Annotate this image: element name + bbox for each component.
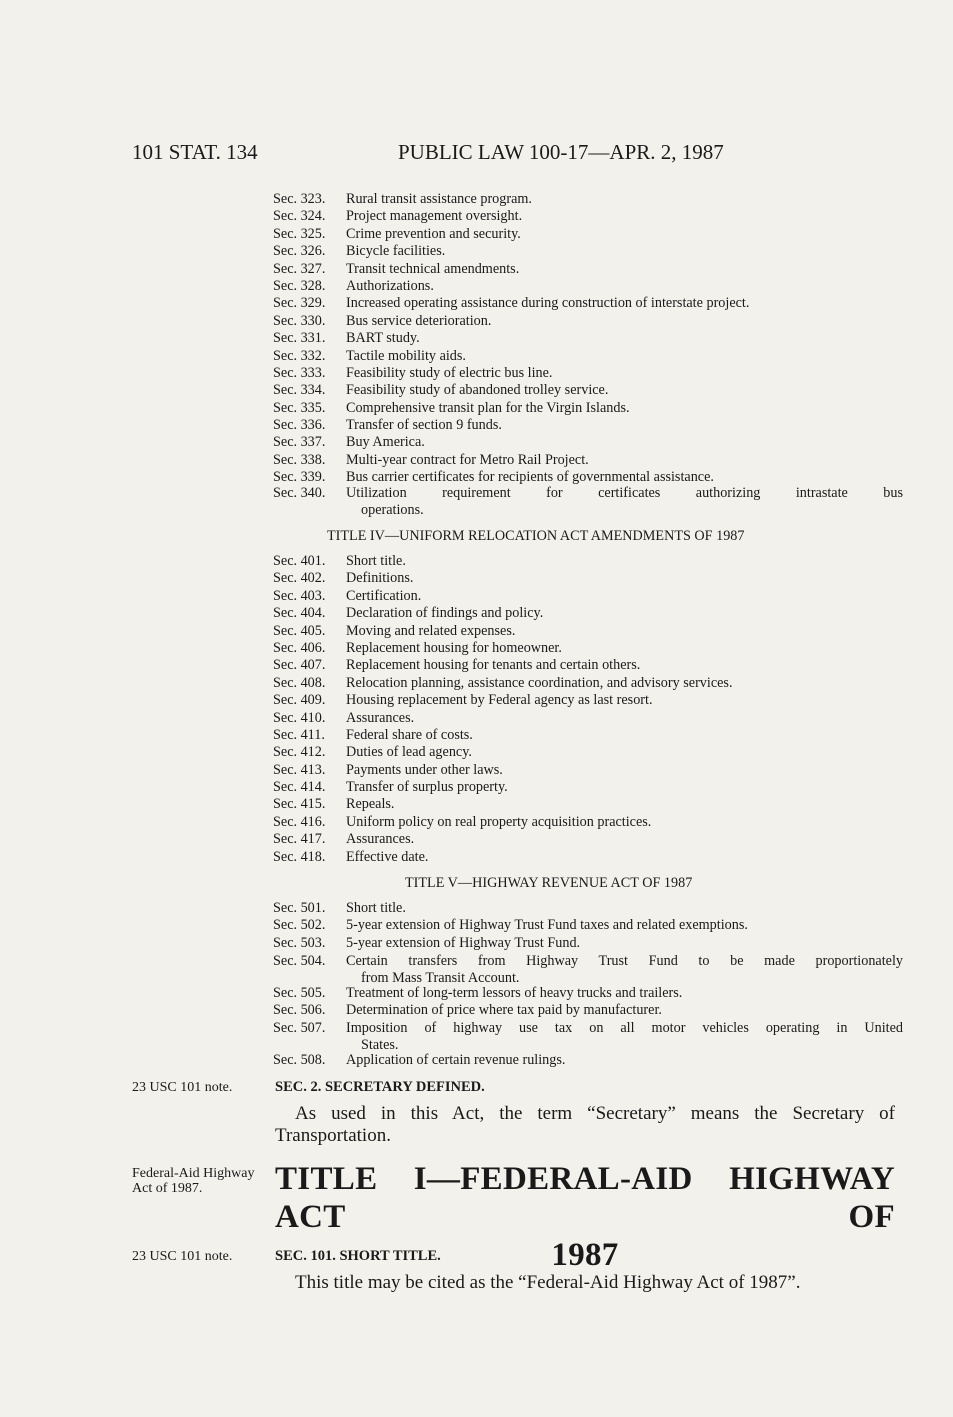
toc-sec-number: Sec. 403. — [273, 587, 326, 604]
toc-sec-number: Sec. 404. — [273, 605, 326, 622]
toc-entry — [273, 208, 903, 225]
toc-sec-title: Project management oversight. — [346, 208, 523, 225]
toc-sec-number: Sec. 333. — [273, 364, 326, 381]
toc-sec-number: Sec. 325. — [273, 225, 326, 242]
toc-sec-title: Authorizations. — [346, 277, 434, 294]
toc-sec-number: Sec. 339. — [273, 469, 326, 486]
toc-entry — [273, 917, 903, 934]
toc-sec-508 — [273, 1052, 903, 1069]
toc-entry — [273, 417, 903, 434]
toc-title-iv — [273, 553, 903, 866]
toc-sec-507 — [273, 1020, 903, 1055]
sec101-margin-note: 23 USC 101 note. — [132, 1249, 233, 1264]
toc-sec-title: Moving and related expenses. — [346, 622, 516, 639]
toc-sec-number: Sec. 412. — [273, 744, 326, 761]
toc-title-v-part1 — [273, 900, 903, 952]
toc-sec-title: BART study. — [346, 330, 420, 347]
toc-entry — [273, 485, 903, 520]
toc-sec-number: Sec. 410. — [273, 709, 326, 726]
toc-sec-title: Housing replacement by Federal agency as last resort. — [346, 692, 653, 709]
toc-sec-title: Feasibility study of electric bus line. — [346, 364, 553, 381]
toc-sec-number: Sec. 418. — [273, 848, 326, 865]
toc-sec-number: Sec. 329. — [273, 295, 326, 312]
toc-entry — [273, 588, 903, 605]
toc-sec-number: Sec. 506. — [273, 1002, 326, 1019]
toc-sec-number: Sec. 414. — [273, 779, 326, 796]
toc-sec-title: Comprehensive transit plan for the Virgin Islands. — [346, 399, 630, 416]
toc-sec-title: 5-year extension of Highway Trust Fund. — [346, 934, 581, 951]
toc-sec-number: Sec. 502. — [273, 917, 326, 934]
toc-sec-title: Assurances. — [346, 709, 415, 726]
toc-entry — [273, 434, 903, 451]
sec2-heading: SEC. 2. SECRETARY DEFINED. — [275, 1079, 485, 1095]
toc-sec-title: Determination of price where tax paid by manufacturer. — [346, 1002, 662, 1019]
toc-entry — [273, 605, 903, 622]
toc-sec-504 — [273, 953, 903, 988]
toc-entry — [273, 553, 903, 570]
toc-sec-title: Transit technical amendments. — [346, 260, 520, 277]
toc-sec-title: Treatment of long-term lessors of heavy trucks and trailers. — [346, 985, 683, 1001]
toc-entry — [273, 762, 903, 779]
toc-sec-number: Sec. 416. — [273, 813, 326, 830]
toc-sec-title: Bus service deterioration. — [346, 312, 492, 329]
title-i-heading-line2: 1987 — [551, 1237, 619, 1273]
toc-sec-title-line1: Certain transfers from Highway Trust Fund to be made proportionately — [346, 953, 903, 969]
toc-sec-number: Sec. 503. — [273, 934, 326, 951]
toc-entry — [273, 985, 903, 1002]
toc-sec-number: Sec. 415. — [273, 796, 326, 813]
toc-entry — [273, 382, 903, 399]
toc-entry — [273, 330, 903, 347]
toc-sec-title: Payments under other laws. — [346, 761, 503, 778]
title-i-heading-line1: TITLE I—FEDERAL-AID HIGHWAY ACT OF — [275, 1161, 895, 1235]
toc-sec-number: Sec. 405. — [273, 622, 326, 639]
toc-sec-title-line2: from Mass Transit Account. — [361, 970, 520, 987]
toc-sec-title: Transfer of section 9 funds. — [346, 417, 502, 434]
toc-entry — [273, 1002, 903, 1019]
toc-sec-number: Sec. 505. — [273, 985, 326, 1001]
toc-entry — [273, 191, 903, 208]
toc-sec-title: Tactile mobility aids. — [346, 347, 466, 364]
toc-entry — [273, 295, 903, 312]
toc-entry — [273, 261, 903, 278]
toc-sec-title: Increased operating assistance during construction of interstate project. — [346, 295, 750, 312]
toc-sec-number: Sec. 332. — [273, 347, 326, 364]
toc-sec-number: Sec. 338. — [273, 451, 326, 468]
toc-entry — [273, 640, 903, 657]
toc-entry — [273, 796, 903, 813]
toc-sec-title: Repeals. — [346, 796, 395, 813]
toc-entry — [273, 814, 903, 831]
toc-sec-number: Sec. 326. — [273, 243, 326, 260]
toc-sec-number: Sec. 335. — [273, 399, 326, 416]
toc-sec-title-line2: States. — [361, 1037, 399, 1054]
toc-entry — [273, 313, 903, 330]
toc-entry — [273, 849, 903, 866]
sec2-body: As used in this Act, the term “Secretary” means the Secretary of Transportation. — [275, 1103, 895, 1146]
toc-sec-number: Sec. 331. — [273, 330, 326, 347]
title1-margin-note: Federal-Aid Highway Act of 1987. — [132, 1166, 255, 1196]
toc-sec-title: Certification. — [346, 587, 422, 604]
toc-sec-title: Federal share of costs. — [346, 726, 473, 743]
toc-sec-number: Sec. 407. — [273, 657, 326, 674]
title-iv-heading: TITLE IV—UNIFORM RELOCATION ACT AMENDMENTS OF 1987 — [327, 528, 745, 544]
toc-sec-title: Short title. — [346, 553, 406, 569]
toc-sec-number: Sec. 413. — [273, 761, 326, 778]
toc-sec-title-line1: Imposition of highway use tax on all motor vehicles operating in United — [346, 1020, 903, 1036]
toc-sec-title: Declaration of findings and policy. — [346, 605, 544, 622]
sec101-body: This title may be cited as the “Federal-Aid Highway Act of 1987”. — [295, 1272, 801, 1293]
toc-entry — [273, 675, 903, 692]
toc-sec-number: Sec. 330. — [273, 312, 326, 329]
toc-sec-title: Short title. — [346, 900, 406, 916]
stat-page-number: 101 STAT. 134 — [132, 140, 258, 164]
toc-entry — [273, 348, 903, 365]
toc-entry — [273, 953, 903, 988]
toc-sec-title: Relocation planning, assistance coordination, and advisory services. — [346, 674, 733, 691]
toc-entry — [273, 623, 903, 640]
toc-entry — [273, 900, 903, 917]
toc-sec-title: Transfer of surplus property. — [346, 779, 508, 796]
toc-sec-title: Replacement housing for tenants and certain others. — [346, 657, 641, 674]
toc-entry — [273, 243, 903, 260]
toc-entry — [273, 831, 903, 848]
toc-sec-number: Sec. 417. — [273, 831, 326, 848]
toc-sec-number: Sec. 402. — [273, 570, 326, 587]
toc-entry — [273, 1020, 903, 1055]
toc-sec-title: Bus carrier certificates for recipients of governmental assistance. — [346, 469, 714, 486]
toc-sec-title: Bicycle facilities. — [346, 243, 446, 260]
toc-sec-340 — [273, 485, 903, 520]
toc-sec-number: Sec. 337. — [273, 434, 326, 451]
toc-entry — [273, 1052, 903, 1069]
sec101-heading: SEC. 101. SHORT TITLE. — [275, 1248, 441, 1264]
toc-entry — [273, 657, 903, 674]
toc-sec-number: Sec. 327. — [273, 260, 326, 277]
sec2-margin-note: 23 USC 101 note. — [132, 1080, 233, 1095]
toc-sec-title: Definitions. — [346, 570, 414, 587]
toc-sec-title: Duties of lead agency. — [346, 744, 472, 761]
toc-sec-title: Effective date. — [346, 848, 429, 865]
toc-title-iii — [273, 191, 903, 487]
public-law-date: PUBLIC LAW 100-17—APR. 2, 1987 — [398, 140, 724, 164]
toc-sec-number: Sec. 324. — [273, 208, 326, 225]
toc-sec-number: Sec. 508. — [273, 1052, 326, 1068]
toc-sec-number: Sec. 328. — [273, 277, 326, 294]
toc-entry — [273, 744, 903, 761]
toc-entry — [273, 692, 903, 709]
toc-sec-number: Sec. 501. — [273, 900, 326, 916]
page-header — [132, 140, 772, 170]
toc-entry — [273, 779, 903, 796]
toc-sec-title: Rural transit assistance program. — [346, 191, 532, 207]
toc-entry — [273, 727, 903, 744]
toc-sec-number: Sec. 401. — [273, 553, 326, 569]
toc-sec-number: Sec. 504. — [273, 953, 326, 969]
toc-sec-title: Multi-year contract for Metro Rail Project. — [346, 451, 589, 468]
toc-entry — [273, 935, 903, 952]
toc-sec-title: Replacement housing for homeowner. — [346, 639, 562, 656]
toc-entry — [273, 400, 903, 417]
toc-sec-number: Sec. 323. — [273, 191, 326, 207]
toc-sec-title: Application of certain revenue rulings. — [346, 1052, 566, 1068]
title-v-heading: TITLE V—HIGHWAY REVENUE ACT OF 1987 — [405, 875, 693, 891]
toc-entry — [273, 226, 903, 243]
toc-sec-number: Sec. 336. — [273, 417, 326, 434]
toc-sec-number: Sec. 340. — [273, 485, 326, 501]
toc-entry — [273, 452, 903, 469]
toc-sec-title: Crime prevention and security. — [346, 225, 521, 242]
toc-sec-number: Sec. 408. — [273, 674, 326, 691]
toc-sec-number: Sec. 409. — [273, 692, 326, 709]
toc-sec-title: Assurances. — [346, 831, 415, 848]
toc-sec-title: Feasibility study of abandoned trolley service. — [346, 382, 609, 399]
toc-entry — [273, 278, 903, 295]
toc-sec-number: Sec. 406. — [273, 639, 326, 656]
toc-sec-title-line2: operations. — [361, 502, 424, 519]
toc-sec-title: Buy America. — [346, 434, 425, 451]
toc-sec-number: Sec. 334. — [273, 382, 326, 399]
toc-title-v-part2 — [273, 985, 903, 1020]
toc-entry — [273, 710, 903, 727]
toc-entry — [273, 365, 903, 382]
toc-sec-number: Sec. 411. — [273, 726, 325, 743]
toc-sec-number: Sec. 507. — [273, 1020, 326, 1036]
toc-sec-title-line1: Utilization requirement for certificates authorizing intrastate bus — [346, 485, 903, 501]
toc-sec-title: Uniform policy on real property acquisition practices. — [346, 813, 652, 830]
toc-entry — [273, 570, 903, 587]
toc-sec-title: 5-year extension of Highway Trust Fund taxes and related exemptions. — [346, 917, 748, 934]
